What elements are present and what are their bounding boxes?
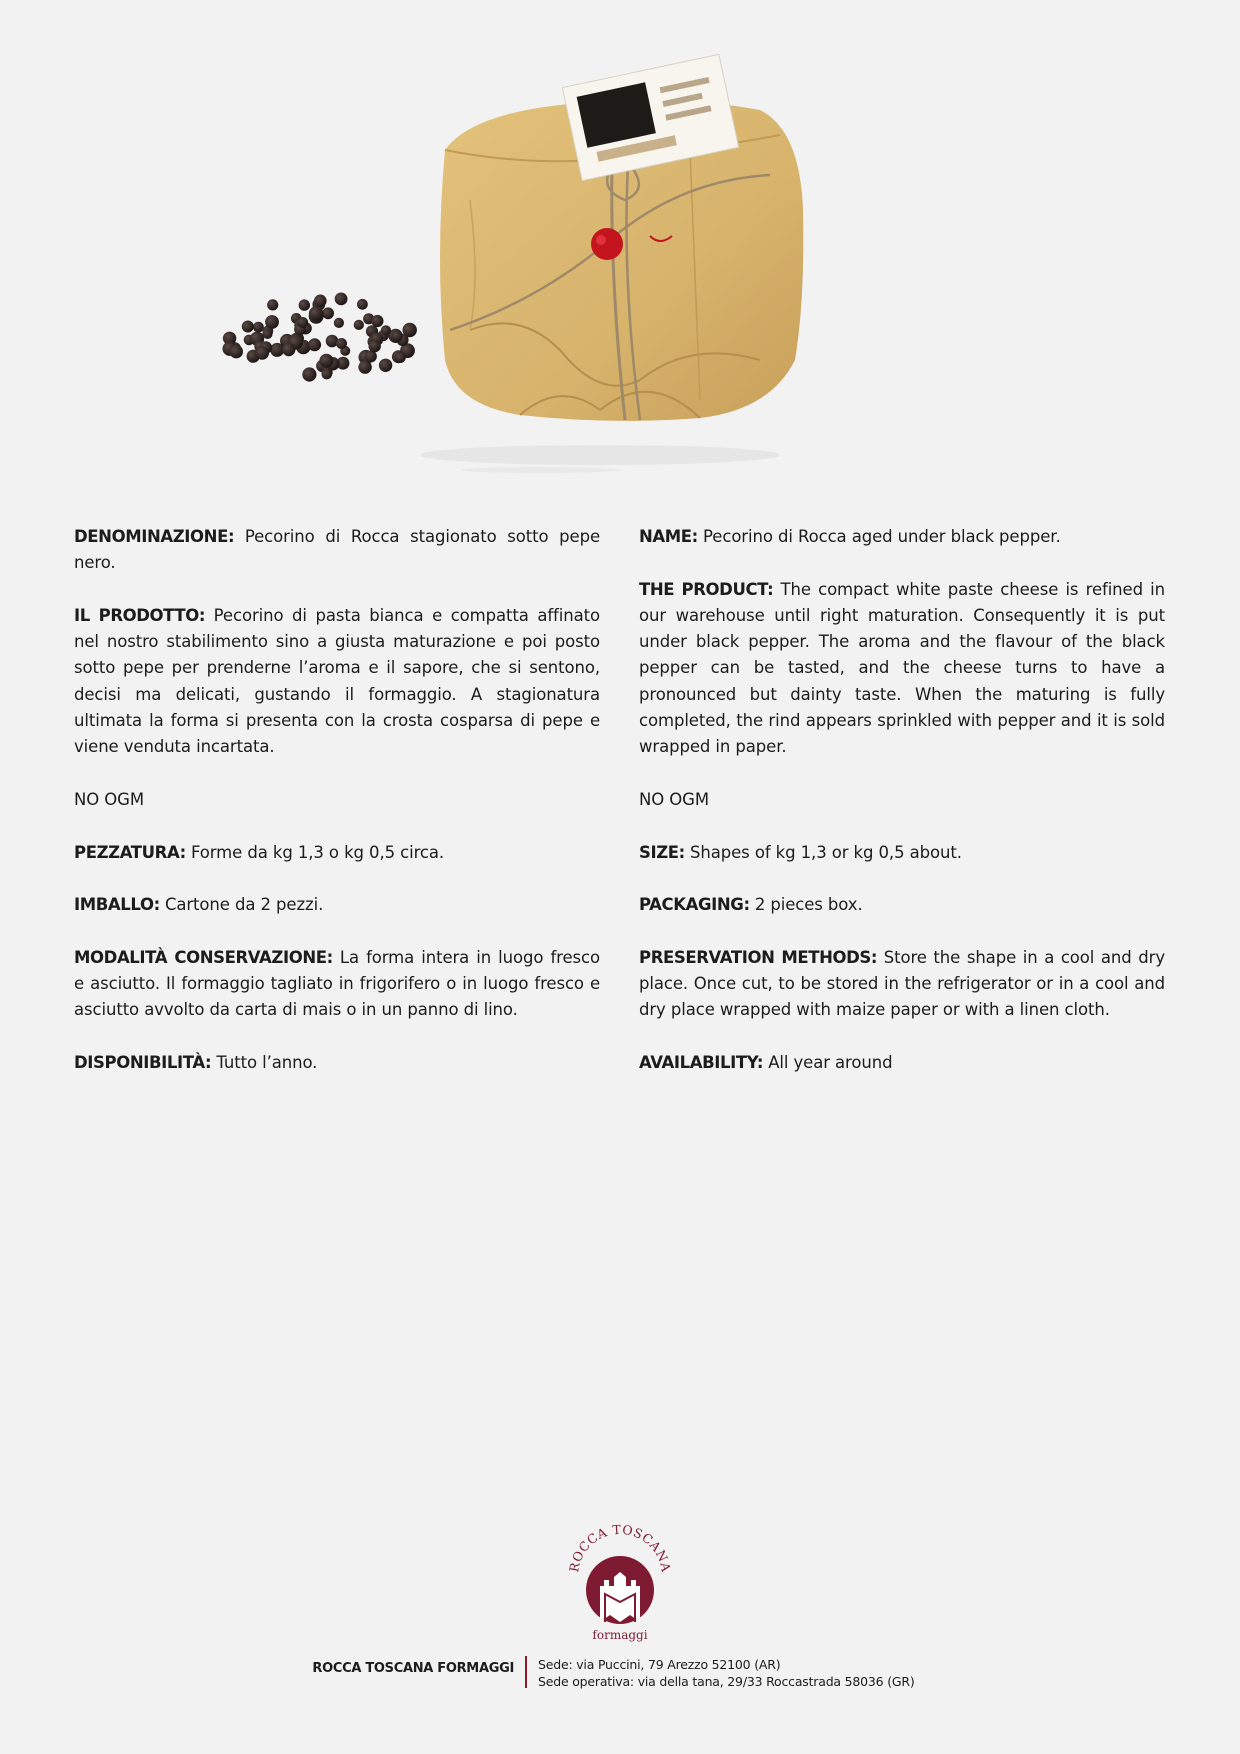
peppercorn: [308, 338, 321, 351]
it-preservation: MODALITÀ CONSERVAZIONE: La forma intera in luogo fresco e asciutto. Il formaggio tagliato in frigorifero o in luogo fresco e asciutto avvolto da carta di mais o in un panno di lino.: [74, 947, 600, 1020]
peppercorn: [392, 331, 403, 342]
peppercorn: [314, 295, 327, 308]
footer-address-line-2: Sede operativa: via della tana, 29/33 Roccastrada 58036 (GR): [538, 1674, 915, 1689]
rocca-toscana-logo: [562, 1522, 678, 1644]
en-packaging: PACKAGING: 2 pieces box.: [639, 895, 863, 915]
peppercorn: [381, 325, 391, 335]
peppercorn: [379, 359, 392, 372]
peppercorn: [319, 354, 333, 368]
peppercorn: [302, 367, 316, 381]
wrapped-cheese-image: [440, 54, 803, 421]
footer-address: [538, 1656, 915, 1690]
footer-address-line-1: Sede: via Puccini, 79 Arezzo 52100 (AR): [538, 1657, 781, 1672]
peppercorn: [262, 329, 272, 339]
peppercorn: [299, 299, 310, 310]
peppercorn: [253, 322, 264, 333]
peppercorn: [282, 343, 295, 356]
peppercorns-image: [223, 293, 417, 382]
peppercorn: [255, 346, 269, 360]
it-product: IL PRODOTTO: Pecorino di pasta bianca e compatta affinato nel nostro stabilimento sino a giusta maturazione e poi posto sotto pepe per prenderne l’aroma e il sapore, che si sentono, decisi ma delicati, gustando il formaggio. A stagionatura ultimata la forma si presenta con la crosta cosparsa di pepe e viene venduta incartata.: [74, 605, 600, 757]
peppercorn: [322, 307, 334, 319]
peppercorn: [335, 293, 348, 306]
it-packaging: IMBALLO: Cartone da 2 pezzi.: [74, 895, 324, 915]
en-ogm: NO OGM: [639, 789, 709, 809]
it-ogm: NO OGM: [74, 789, 144, 809]
en-product: THE PRODUCT: The compact white paste cheese is refined in our warehouse until right maturation. Consequently it is put under black pepper. The aroma and the flavour of the black pepper can be tasted, and the cheese turns to have a pronounced but dainty taste. When the maturing is fully completed, the rind appears sprinkled with pepper and it is sold wrapped in paper.: [639, 579, 1165, 757]
peppercorn: [267, 299, 278, 310]
footer-company-name: ROCCA TOSCANA FORMAGGI: [312, 1661, 514, 1676]
peppercorn: [357, 299, 368, 310]
peppercorn: [395, 352, 406, 363]
logo-arc-text: ROCCA TOSCANA: [566, 1522, 674, 1574]
peppercorn: [322, 369, 333, 380]
italian-column: [74, 524, 600, 1103]
logo-subtitle: formaggi: [592, 1628, 648, 1642]
peppercorn: [369, 340, 381, 352]
english-column: [639, 524, 1165, 1103]
peppercorn: [354, 320, 364, 330]
peppercorn: [265, 315, 279, 329]
peppercorn: [242, 321, 254, 333]
it-availability: DISPONIBILITÀ: Tutto l’anno.: [74, 1052, 318, 1072]
peppercorn: [358, 360, 371, 373]
peppercorn: [334, 318, 344, 328]
en-availability: AVAILABILITY: All year around: [639, 1052, 893, 1072]
peppercorn: [229, 345, 243, 359]
it-denomination: DENOMINAZIONE: Pecorino di Rocca stagionato sotto pepe nero.: [74, 527, 600, 573]
peppercorn: [297, 317, 308, 328]
en-preservation: PRESERVATION METHODS: Store the shape in a cool and dry place. Once cut, to be stored in the refrigerator or in a cool and dry place wrapped with maize paper or with a linen cloth.: [639, 947, 1165, 1020]
it-size: PEZZATURA: Forme da kg 1,3 o kg 0,5 circa.: [74, 842, 445, 862]
peppercorn: [309, 306, 324, 321]
en-size: SIZE: Shapes of kg 1,3 or kg 0,5 about.: [639, 842, 962, 862]
peppercorn: [336, 338, 347, 349]
peppercorn: [371, 315, 383, 327]
footer-divider: [525, 1656, 527, 1688]
en-name: NAME: Pecorino di Rocca aged under black pepper.: [639, 527, 1061, 546]
product-photo: [0, 0, 1240, 490]
